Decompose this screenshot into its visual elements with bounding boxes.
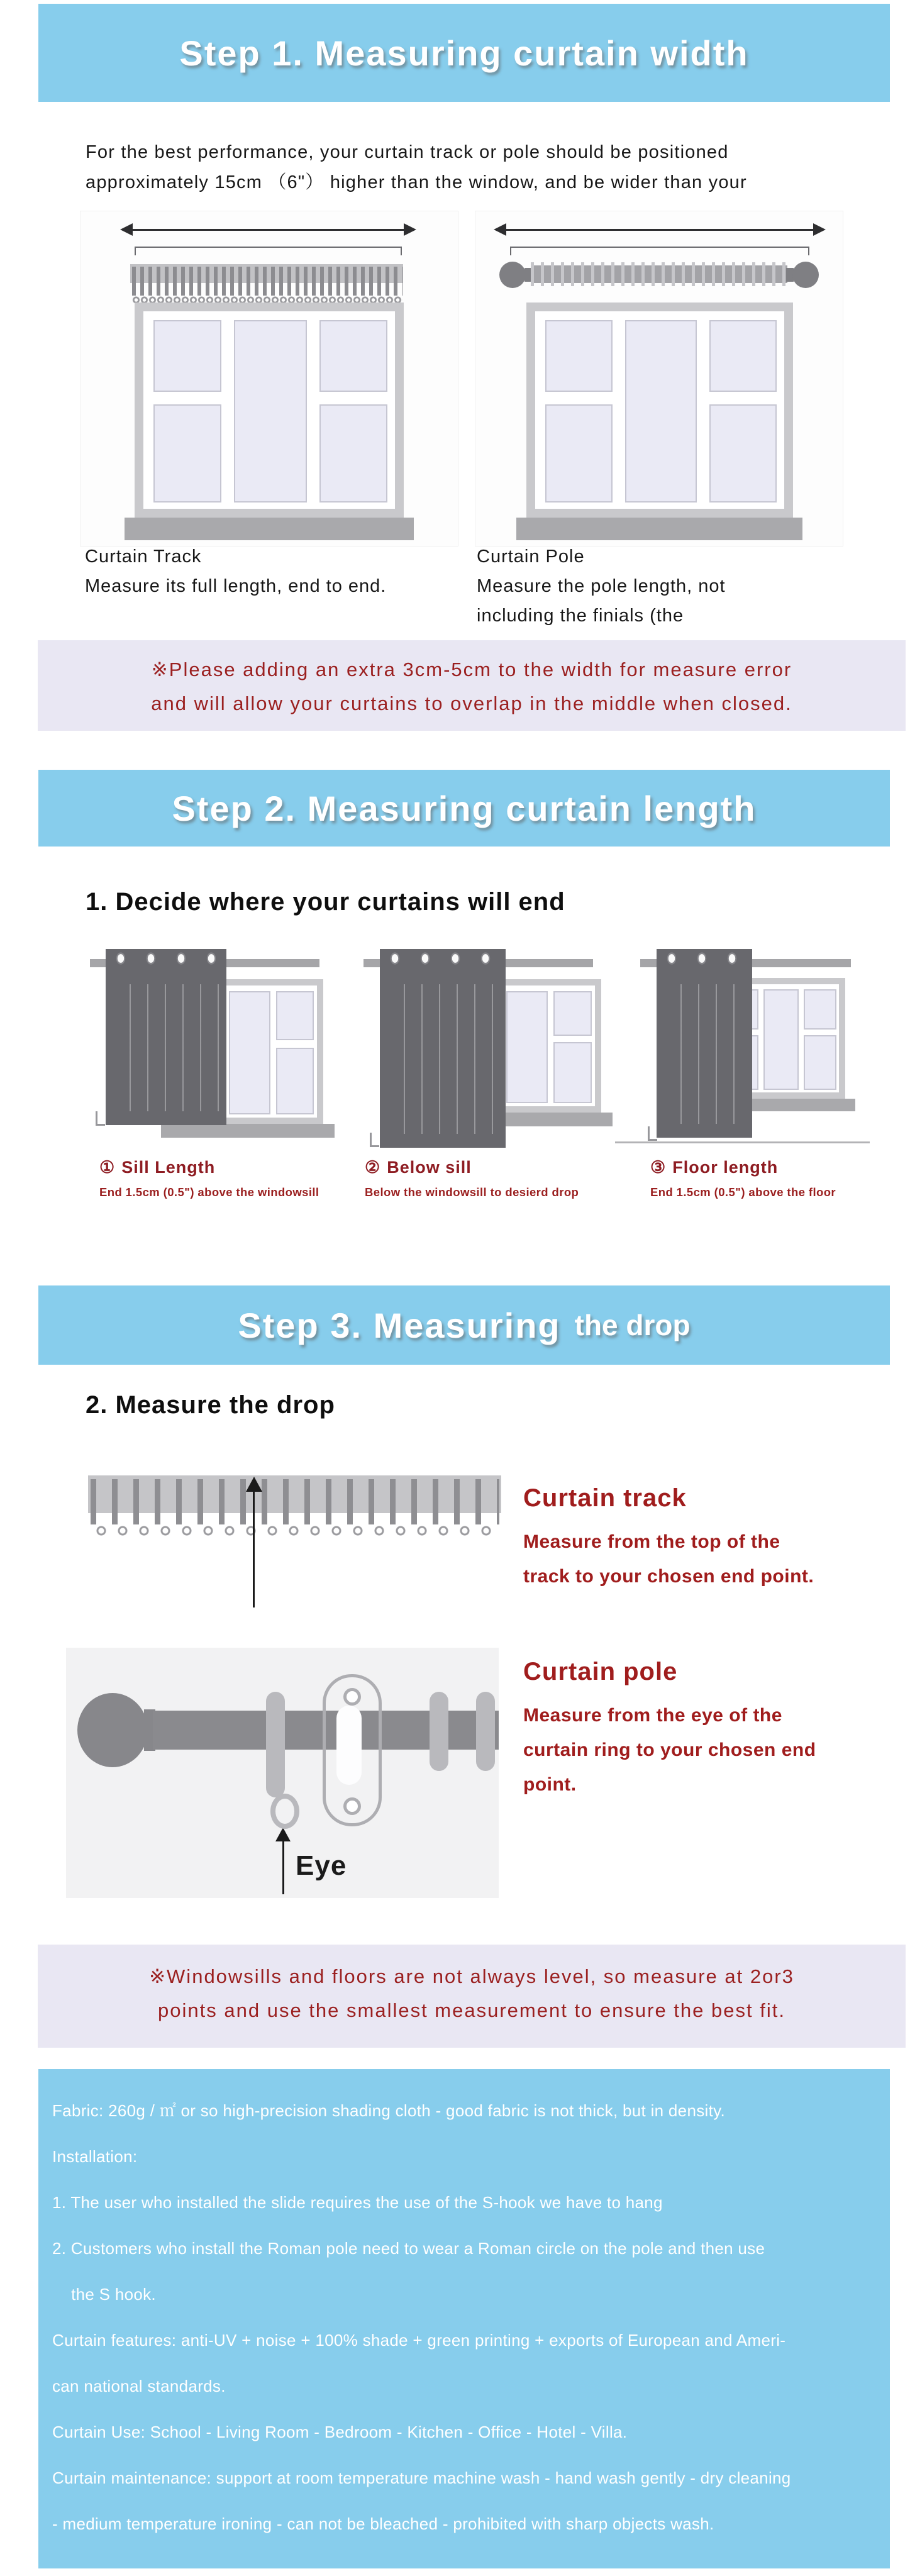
info-line: 1. The user who installed the slide requires the use of the S-hook we have to hang [52, 2193, 663, 2212]
pole-body-line-2: curtain ring to your chosen end [523, 1740, 816, 1760]
measure-tick [96, 1111, 105, 1126]
pole-caption [477, 542, 726, 631]
window-pane [545, 404, 613, 502]
curtain-folds [664, 984, 745, 1124]
floor-line [615, 1141, 870, 1143]
window-pane [763, 989, 799, 1091]
curtain-track-figure [80, 211, 458, 547]
track-section-body [523, 1524, 814, 1594]
track-caption-body: Measure its full length, end to end. [85, 576, 387, 596]
measure-width-note [38, 640, 906, 731]
up-arrow-icon [246, 1477, 262, 1492]
window-sill [125, 518, 414, 540]
step2-banner [38, 770, 890, 847]
window-sill [161, 1124, 335, 1138]
below-sill-figure [356, 947, 608, 1217]
track-hooks [91, 1479, 499, 1524]
window-pane [709, 404, 777, 502]
eye-ring-graphic [270, 1794, 299, 1829]
measure-bracket [135, 247, 402, 248]
pole-body-line-1: Measure from the eye of the [523, 1705, 782, 1726]
step1-banner [38, 4, 890, 102]
window-pane [153, 404, 221, 502]
note1-line-1: ※Please adding an extra 3cm-5cm to the width for measure error [151, 658, 792, 680]
step3-heading: 2. Measure the drop [86, 1391, 335, 1419]
pole-section-body [523, 1698, 816, 1802]
bracket-screw [343, 1797, 361, 1815]
window-pane [229, 991, 270, 1114]
info-line: the S hook. [52, 2285, 156, 2304]
window-pane [553, 991, 592, 1036]
option-label [99, 1158, 215, 1177]
window-graphic [135, 303, 404, 518]
intro-line-1: For the best performance, your curtain track or pole should be positioned [86, 142, 729, 162]
window-pane [234, 320, 307, 502]
track-hooks [132, 267, 402, 296]
step3-banner-title: Step 3. Measuring [238, 1305, 561, 1345]
width-arrow-icon [506, 229, 814, 231]
circled-number: ③ [650, 1158, 667, 1177]
curtain-pole-figure [475, 211, 843, 547]
info-line: Curtain Use: School - Living Room - Bedroom - Kitchen - Office - Hotel - Villa. [52, 2423, 628, 2441]
eye-label: Eye [296, 1850, 347, 1881]
option-title: Below sill [387, 1158, 472, 1177]
sill-length-figure [74, 947, 326, 1217]
info-line: Installation: [52, 2147, 138, 2166]
measure-level-note [38, 1945, 906, 2048]
up-arrow-line [253, 1492, 255, 1607]
window-pane [804, 1035, 837, 1090]
window-pane [153, 320, 221, 392]
option-label [365, 1158, 472, 1177]
info-line: Curtain maintenance: support at room temperature machine wash - hand wash gently - dry cleaning [52, 2468, 791, 2487]
option-desc: End 1.5cm (0.5") above the floor [650, 1185, 836, 1199]
option-title: Floor length [672, 1158, 779, 1177]
circled-number: ② [365, 1158, 381, 1177]
window-graphic [526, 303, 793, 518]
intro-paragraph [86, 137, 747, 197]
option-title: Sill Length [121, 1158, 216, 1177]
option-desc: End 1.5cm (0.5") above the windowsill [99, 1185, 319, 1199]
curtain-ring [476, 1692, 495, 1771]
pole-caption-body-1: Measure the pole length, not [477, 576, 726, 596]
curtain-graphic [657, 949, 752, 1138]
grommets-graphic [657, 949, 752, 968]
pole-section-title: Curtain pole [523, 1658, 678, 1685]
grommets-graphic [106, 949, 226, 968]
measure-bracket [510, 247, 809, 248]
pole-caption-body-2: including the finials (the [477, 606, 684, 626]
option-desc: Below the windowsill to desierd drop [365, 1185, 579, 1199]
pole-finial [499, 262, 526, 288]
option-label [650, 1158, 778, 1177]
step2-heading: 1. Decide where your curtains will end [86, 888, 565, 916]
track-caption [85, 542, 386, 601]
curtain-graphic [106, 949, 226, 1125]
info-line: Curtain features: anti-UV + noise + 100% shade + green printing + exports of European and Ameri- [52, 2331, 786, 2350]
track-caption-title: Curtain Track [85, 547, 202, 567]
window-pane [804, 989, 837, 1030]
pole-caption-title: Curtain Pole [477, 547, 585, 567]
window-pane [276, 1048, 314, 1114]
step3-banner [38, 1285, 890, 1365]
window-pane [625, 320, 697, 502]
window-sill [516, 518, 802, 540]
window-pane [545, 320, 613, 392]
circled-number: ① [99, 1158, 116, 1177]
info-line: can national standards. [52, 2377, 226, 2396]
track-body-line-1: Measure from the top of the [523, 1531, 780, 1552]
track-hook-eyes [91, 1524, 499, 1537]
up-arrow-icon [275, 1828, 291, 1841]
intro-line-2: approximately 15cm （6"） higher than the window, and be wider than your [86, 172, 747, 192]
measure-tick [370, 1133, 379, 1147]
curtain-folds [387, 984, 498, 1134]
step2-banner-title: Step 2. Measuring curtain length [172, 788, 757, 828]
curtain-pole-diagram [66, 1648, 499, 1898]
floor-length-figure [623, 947, 874, 1217]
info-line: 2. Customers who install the Roman pole need to wear a Roman circle on the pole and then use [52, 2239, 765, 2258]
note1-line-2: and will allow your curtains to overlap in the middle when closed. [151, 692, 792, 714]
width-arrow-icon [132, 229, 404, 231]
window-pane [709, 320, 777, 392]
up-arrow-line [282, 1840, 284, 1894]
info-line: - medium temperature ironing - can not be bleached - prohibited with sharp objects wash. [52, 2514, 714, 2533]
curtain-folds [113, 984, 219, 1111]
step1-banner-title: Step 1. Measuring curtain width [179, 33, 749, 73]
window-pane [553, 1042, 592, 1103]
track-section-title: Curtain track [523, 1484, 687, 1512]
note2-line-2: points and use the smallest measurement to ensure the best fit. [158, 1999, 785, 2021]
measure-tick [648, 1126, 657, 1141]
pole-finial [792, 262, 819, 288]
pole-finial [77, 1693, 148, 1767]
step3-banner-subtitle: the drop [574, 1309, 691, 1341]
window-pane [506, 991, 548, 1104]
note2-line-1: ※Windowsills and floors are not always level, so measure at 2or3 [149, 1965, 794, 1987]
curtain-ring [430, 1692, 448, 1771]
window-pane [319, 404, 387, 502]
curtain-ring [266, 1692, 285, 1797]
curtain-graphic [380, 949, 506, 1148]
window-pane [276, 991, 314, 1040]
window-pane [319, 320, 387, 392]
bracket-screw [343, 1688, 361, 1706]
track-body-line-2: track to your chosen end point. [523, 1566, 814, 1587]
pole-body-line-3: point. [523, 1774, 577, 1795]
grommets-graphic [380, 949, 506, 968]
curtain-pole-graphic [531, 265, 787, 283]
product-info-box [38, 2069, 890, 2568]
info-line: Fabric: 260g / ㎡ or so high-precision shading cloth - good fabric is not thick, but in density. [52, 2101, 725, 2120]
